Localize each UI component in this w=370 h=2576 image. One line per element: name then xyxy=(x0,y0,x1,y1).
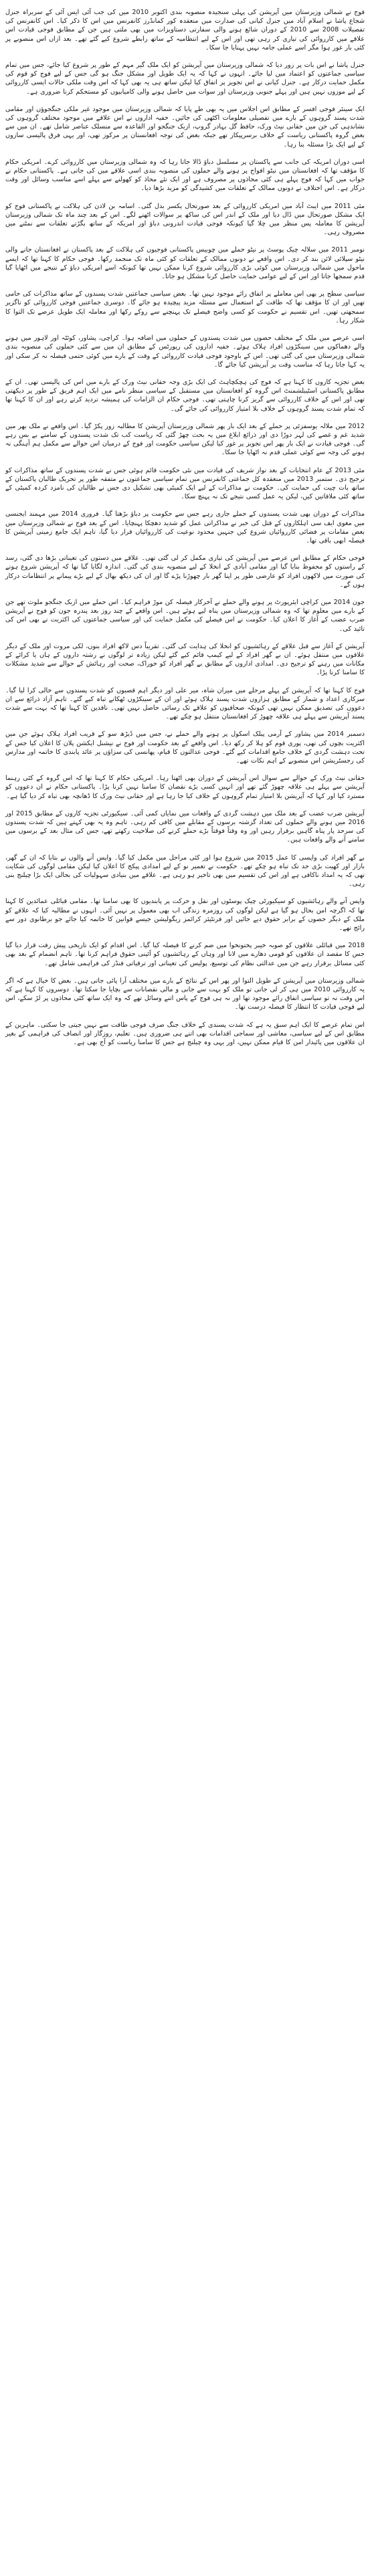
article-paragraph: دسمبر 2014 میں پشاور کے آرمی پبلک اسکول پر ہونے والے حملے نے، جس میں ڈیڑھ سو کے قریب افراد ہلاک ہوئے جن میں اکثریت بچوں کی تھی، پوری قوم کو ہلا کر رکھ دیا۔ اس واقعے کے بعد حکومت اور فوج نے نیشنل ایکشن پلان کا اعلان کیا جس کے تحت دہشت گردی کے خلاف جامع اقدامات کیے گئے۔ فوجی عدالتوں کا قیام، پھانسی کی سزاؤں پر عائد پابندی کا خاتمہ اور مدارس کی رجسٹریشن اس منصوبے کے اہم نکات تھے۔ xyxy=(5,730,365,765)
article-paragraph: نومبر 2011 میں سلالہ چیک پوسٹ پر نیٹو حملے میں چوبیس پاکستانی فوجیوں کی ہلاکت کے بعد پاکستان نے افغانستان جانے والی نیٹو سپلائی لائن بند کر دی۔ اس واقعے نے دونوں ممالک کے تعلقات کو کئی ماہ تک منجمد رکھا۔ فوجی حکام کا کہنا تھا کہ ایسے ماحول میں شمالی وزیرستان میں کوئی بڑی کارروائی شروع کرنا ممکن نہیں تھا کیونکہ اسے امریکی دباؤ کے نتیجے میں اٹھایا گیا قدم سمجھا جاتا اور اس کے لیے عوامی حمایت حاصل کرنا مشکل ہو جاتا۔ xyxy=(5,246,365,281)
article-paragraph: حقانی نیٹ ورک کے حوالے سے سوال اس آپریشن کے دوران بھی اٹھتا رہا۔ امریکی حکام کا کہنا تھا کہ اس گروہ کے کئی رہنما آپریشن سے پہلے ہی علاقہ چھوڑ گئے تھے اور انہیں کسی بڑے نقصان کا سامنا نہیں کرنا پڑا۔ پاکستانی حکام نے ان دعووں کو مسترد کیا اور کہا کہ آپریشن بلا امتیاز تمام گروہوں کے خلاف کیا جا رہا ہے اور حقانی نیٹ ورک کا ڈھانچہ بھی تباہ کر دیا گیا ہے۔ xyxy=(5,775,365,800)
article-paragraph: شمالی وزیرستان میں آپریشن کے طویل التوا اور پھر اس کے نتائج کے بارے میں مختلف آرا پائی جاتی ہیں۔ بعض کا خیال ہے کہ اگر یہ کارروائی 2010 میں ہی کر لی جاتی تو ملک کو بہت سے جانی و مالی نقصانات سے بچایا جا سکتا تھا۔ دوسروں کا کہنا ہے کہ اس وقت نہ تو سیاسی اتفاق رائے موجود تھا اور نہ ہی فوج کے پاس اتنے وسائل تھے کہ وہ ایک ساتھ کئی محاذوں پر لڑ سکے، اس لیے فوجی قیادت کا انتظار کا فیصلہ درست تھا۔ xyxy=(5,977,365,1011)
article-paragraph: بعض تجزیہ کاروں کا کہنا ہے کہ فوج کی ہچکچاہٹ کی ایک بڑی وجہ حقانی نیٹ ورک کے بارے میں اس کی پالیسی تھی۔ ان کے مطابق پاکستانی اسٹیبلشمنٹ اس گروہ کو افغانستان میں مستقبل کے سیاسی منظر نامے میں ایک اہم فریق کے طور پر دیکھتی تھی اور اس کے خلاف کارروائی سے گریز کرنا چاہتی تھی۔ فوجی حکام ان الزامات کی ہمیشہ تردید کرتے رہے اور ان کا کہنا تھا کہ تمام شدت پسند گروہوں کے خلاف بلا امتیاز کارروائی کی جائے گی۔ xyxy=(5,378,365,413)
article-paragraph: 2012 میں ملالہ یوسفزئی پر حملے کے بعد ایک بار پھر شمالی وزیرستان آپریشن کا مطالبہ زور پکڑ گیا۔ اس واقعے نے ملک بھر میں شدید غم و غصے کی لہر دوڑا دی اور ذرائع ابلاغ میں یہ بحث چھڑ گئی کہ ریاست کب تک شدت پسندوں کے سامنے بے بس رہے گی۔ فوجی قیادت نے ایک بار پھر اس تجویز پر غور کیا لیکن سیاسی حکومت اور فوج کے درمیان اس حوالے سے مکمل ہم آہنگی نہ ہونے کی وجہ سے کوئی عملی قدم نہ اٹھایا جا سکا۔ xyxy=(5,422,365,457)
article-paragraph: جنرل پاشا نے اس بات پر زور دیا کہ شمالی وزیرستان میں آپریشن کو ایک ملک گیر مہم کے طور پر شروع کیا جائے، جس میں تمام سیاسی جماعتوں کو اعتماد میں لیا جائے۔ انہوں نے کہا کہ یہ ایک طویل اور مشکل جنگ ہو گی جس کے لیے فوج کو قوم کی مکمل حمایت درکار ہے۔ جنرل کیانی نے اس تجویز پر اتفاق کیا لیکن ساتھ ہی یہ بھی کہا کہ اس وقت ملکی حالات ایسی کارروائی کے لیے موزوں نہیں ہیں اور پہلے جنوبی وزیرستان اور سوات میں حاصل ہونے والی کامیابیوں کو مستحکم کرنا ضروری ہے۔ xyxy=(5,62,365,96)
article-paragraph: آپریشن کے آغاز سے قبل علاقے کے رہائشیوں کو انخلا کی ہدایت کی گئی۔ تقریباً دس لاکھ افراد بنوں، لکی مروت اور ملک کے دیگر علاقوں میں منتقل ہوئے۔ ان بے گھر افراد کے لیے کیمپ قائم کیے گئے لیکن زیادہ تر لوگوں نے رشتہ داروں کے ہاں یا کرائے کے مکانات میں رہنے کو ترجیح دی۔ امدادی اداروں کے مطابق بے گھر افراد کو خوراک، صحت اور رہائش کے حوالے سے شدید مشکلات کا سامنا کرنا پڑا۔ xyxy=(5,642,365,677)
article-paragraph: فوج نے شمالی وزیرستان میں آپریشن کی پہلی سنجیدہ منصوبہ بندی اکتوبر 2010 میں کی جب آئی ایس آئی کے سربراہ جنرل شجاع پاشا نے اسلام آباد میں جنرل کیانی کی صدارت میں منعقدہ کور کمانڈرز کانفرنس میں اس کا ذکر کیا۔ اس کانفرنس کی تفصیلات 2008 سے 2010 کے دوران شائع ہونے والی سفارتی دستاویزات میں بھی ملتی ہیں جن کے مطابق فوجی قیادت اس علاقے میں کارروائی کی تیاری کر رہی تھی اور اس کے لیے انتظامیہ کے ساتھ رابطے شروع کیے گئے تھے۔ بعد ازاں اس منصوبے پر کئی بار غور ہوا مگر اسے عملی جامہ نہیں پہنایا جا سکا۔ xyxy=(5,9,365,52)
article-paragraph: سیاسی سطح پر بھی اس معاملے پر اتفاق رائے موجود نہیں تھا۔ بعض سیاسی جماعتیں شدت پسندوں کے ساتھ مذاکرات کی حامی تھیں اور ان کا مؤقف تھا کہ طاقت کے استعمال سے مسئلہ مزید پیچیدہ ہو جائے گا۔ دوسری جماعتیں فوجی کارروائی کو ناگزیر سمجھتی تھیں۔ اس تقسیم نے حکومت کو کسی واضح فیصلے تک پہنچنے سے روکے رکھا اور معاملہ ایک طویل عرصے تک التوا کا شکار رہا۔ xyxy=(5,290,365,324)
article-paragraph: مذاکرات کے دوران بھی شدت پسندوں کے حملے جاری رہے جس سے حکومت پر دباؤ بڑھتا گیا۔ فروری 2014 میں مہمند ایجنسی میں مغوی ایف سی اہلکاروں کے قتل کی خبر نے مذاکراتی عمل کو شدید دھچکا پہنچایا۔ اس کے بعد فوج نے شمالی وزیرستان میں بعض مقامات پر فضائی کارروائیاں شروع کیں جنہیں محدود نوعیت کی کارروائیاں قرار دیا گیا، تاہم ایک جامع زمینی آپریشن کا فیصلہ ابھی باقی تھا۔ xyxy=(5,510,365,544)
article-paragraph: مئی 2013 کے عام انتخابات کے بعد نواز شریف کی قیادت میں نئی حکومت قائم ہوئی جس نے شدت پسندوں کے ساتھ مذاکرات کو ترجیح دی۔ ستمبر 2013 میں منعقدہ کل جماعتی کانفرنس میں تمام سیاسی جماعتوں نے متفقہ طور پر تحریک طالبان پاکستان کے ساتھ بات چیت کی حمایت کی۔ حکومت نے مذاکرات کے لیے ایک کمیٹی بھی تشکیل دی جس نے طالبان کی نامزد کردہ کمیٹی کے ساتھ کئی ملاقاتیں کیں، لیکن یہ عمل کسی نتیجے تک نہ پہنچ سکا۔ xyxy=(5,466,365,501)
article-paragraph: اسی عرصے میں ملک کے مختلف حصوں میں شدت پسندوں کے حملوں میں اضافہ ہوا۔ کراچی، پشاور، کوئٹہ اور لاہور میں ہونے والے دھماکوں میں سینکڑوں افراد ہلاک ہوئے۔ خفیہ اداروں کی رپورٹس کے مطابق ان میں سے کئی حملوں کی منصوبہ بندی شمالی وزیرستان میں کی گئی تھی۔ اس کے باوجود فوجی قیادت کارروائی کے وقت کے بارے میں کوئی حتمی فیصلہ نہ کر سکی اور یہ کہا جاتا رہا کہ مناسب وقت پر آپریشن کیا جائے گا۔ xyxy=(5,334,365,369)
article-paragraph: ایک سینئر فوجی افسر کے مطابق اس اجلاس میں یہ بھی طے پایا کہ شمالی وزیرستان میں موجود غیر ملکی جنگجوؤں اور مقامی شدت پسند گروہوں کے بارے میں تفصیلی معلومات اکٹھی کی جائیں۔ خفیہ اداروں نے اس علاقے میں موجود مختلف گروہوں کی نشاندہی کی جن میں حقانی نیٹ ورک، حافظ گل بہادر گروپ، ازبک جنگجو اور القاعدہ سے منسلک عناصر شامل تھے۔ ان میں سے بعض گروہ پاکستانی ریاست کے خلاف برسرپیکار تھے جبکہ بعض کی توجہ افغانستان پر مرکوز تھی، اور یہی فرق پالیسی سازوں کے لیے ایک بڑا مسئلہ بنا رہا۔ xyxy=(5,105,365,148)
article-paragraph: واپس آنے والے رہائشیوں کو سیکیورٹی چیک پوسٹوں اور نقل و حرکت پر پابندیوں کا بھی سامنا تھا۔ مقامی قبائلی عمائدین کا کہنا تھا کہ اگرچہ امن بحال ہو گیا ہے لیکن لوگوں کی روزمرہ زندگی اب بھی معمول پر نہیں آئی۔ انہوں نے مطالبہ کیا کہ علاقے کو ملک کے دیگر حصوں کے برابر حقوق دیے جائیں اور فرنٹیئر کرائمز ریگولیشن جیسے قوانین کا خاتمہ کیا جائے جو برطانوی دور سے رائج تھے۔ xyxy=(5,898,365,932)
article-paragraph: مئی 2011 میں ایبٹ آباد میں امریکی کارروائی کے بعد صورتحال یکسر بدل گئی۔ اسامہ بن لادن کی ہلاکت نے پاکستانی فوج کو ایک مشکل صورتحال میں ڈال دیا اور ملک کے اندر اس کی ساکھ پر سوالات اٹھنے لگے۔ اس کے بعد چند ماہ تک شمالی وزیرستان آپریشن کا معاملہ پس منظر میں چلا گیا کیونکہ فوجی قیادت اندرونی دباؤ اور امریکہ کے ساتھ بگڑتے تعلقات سے نمٹنے میں مصروف رہی۔ xyxy=(5,202,365,237)
article-body xyxy=(0,0,370,1062)
article-paragraph: 2018 میں قبائلی علاقوں کو صوبہ خیبر پختونخوا میں ضم کرنے کا فیصلہ کیا گیا۔ اس اقدام کو ایک تاریخی پیش رفت قرار دیا گیا جس کا مقصد ان علاقوں کو قومی دھارے میں لانا اور وہاں کے رہائشیوں کو آئینی حقوق فراہم کرنا تھا۔ تاہم انضمام کے بعد بھی کئی مسائل برقرار رہے جن میں عدالتی نظام کی توسیع، پولیس کی تعیناتی اور ترقیاتی فنڈز کی فراہمی شامل تھے۔ xyxy=(5,942,365,967)
article-paragraph: بے گھر افراد کی واپسی کا عمل 2015 میں شروع ہوا اور کئی مراحل میں مکمل کیا گیا۔ واپس آنے والوں نے بتایا کہ ان کے گھر، بازار اور کھیت بڑی حد تک تباہ ہو چکے تھے۔ حکومت نے تعمیر نو کے لیے امدادی پیکج کا اعلان کیا لیکن مقامی لوگوں کی شکایت تھی کہ یہ امداد ناکافی ہے اور اس کی تقسیم میں بھی تاخیر ہو رہی ہے۔ علاقے میں بنیادی سہولیات کی بحالی ایک بڑا چیلنج بنی رہی۔ xyxy=(5,854,365,888)
article-paragraph: اس تمام عرصے کا ایک اہم سبق یہ ہے کہ شدت پسندی کے خلاف جنگ صرف فوجی طاقت سے نہیں جیتی جا سکتی۔ ماہرین کے مطابق اس کے لیے سیاسی، معاشی اور سماجی اقدامات بھی اتنے ہی ضروری ہیں۔ تعلیم، روزگار اور انصاف کی فراہمی کے بغیر ان علاقوں میں پائیدار امن کا قیام ممکن نہیں، اور یہی وہ چیلنج ہے جس کا سامنا ریاست کو آج بھی ہے۔ xyxy=(5,1021,365,1047)
article-paragraph: فوجی حکام کے مطابق اس عرصے میں آپریشن کی تیاری مکمل کر لی گئی تھی۔ علاقے میں دستوں کی تعیناتی بڑھا دی گئی، رسد کے راستوں کو محفوظ بنایا گیا اور مقامی آبادی کے انخلا کے لیے منصوبہ بندی کی گئی۔ اندازہ لگایا گیا تھا کہ آپریشن شروع ہونے کی صورت میں لاکھوں افراد کو عارضی طور پر اپنا گھر بار چھوڑنا پڑے گا اور ان کی دیکھ بھال کے لیے بڑے پیمانے پر انتظامات درکار ہوں گے۔ xyxy=(5,555,365,589)
article-paragraph: اسی دوران امریکہ کی جانب سے پاکستان پر مسلسل دباؤ ڈالا جاتا رہا کہ وہ شمالی وزیرستان میں کارروائی کرے۔ امریکی حکام کا مؤقف تھا کہ افغانستان میں نیٹو افواج پر ہونے والے حملوں کی منصوبہ بندی اسی علاقے میں کی جاتی ہے۔ پاکستانی حکام نے جواب میں کہا کہ فوج پہلے ہی کئی محاذوں پر مصروف ہے اور ایک نئے محاذ کو کھولنے سے پہلے اسے مناسب وسائل اور وقت درکار ہے۔ اس اختلاف نے دونوں ممالک کے تعلقات میں کشیدگی کو مزید بڑھا دیا۔ xyxy=(5,158,365,193)
article-paragraph: جون 2014 میں کراچی ایئرپورٹ پر ہونے والے حملے نے آخرکار فیصلہ کن موڑ فراہم کیا۔ اس حملے میں ازبک جنگجو ملوث تھے جن کے بارے میں معلوم تھا کہ وہ شمالی وزیرستان میں پناہ لیے ہوئے ہیں۔ اس واقعے کے چند روز بعد پندرہ جون کو فوج نے آپریشن ضرب عضب کے آغاز کا اعلان کیا۔ حکومت نے اس فیصلے کی مکمل حمایت کی اور سیاسی جماعتوں کی اکثریت نے بھی اس کی تائید کی۔ xyxy=(5,598,365,633)
article-paragraph: آپریشن ضرب عضب کے بعد ملک میں دہشت گردی کے واقعات میں نمایاں کمی آئی۔ سیکیورٹی تجزیہ کاروں کے مطابق 2015 اور 2016 میں ہونے والے حملوں کی تعداد گزشتہ برسوں کے مقابلے میں کافی کم رہی۔ تاہم وہ یہ بھی کہتے ہیں کہ شدت پسندوں کی سرحد پار پناہ گاہیں برقرار رہیں اور وہ وقتاً فوقتاً بڑے حملے کرنے کی صلاحیت رکھتے تھے، جس کی مثال بعد کے برسوں میں سامنے آنے والے واقعات ہیں۔ xyxy=(5,809,365,844)
article-paragraph: فوج کا کہنا تھا کہ آپریشن کے پہلے مرحلے میں میران شاہ، میر علی اور دیگر اہم قصبوں کو شدت پسندوں سے خالی کرا لیا گیا۔ سرکاری اعداد و شمار کے مطابق ہزاروں شدت پسند ہلاک ہوئے اور ان کے سینکڑوں ٹھکانے تباہ کیے گئے۔ تاہم آزاد ذرائع سے ان دعووں کی تصدیق ممکن نہیں تھی کیونکہ صحافیوں کو علاقے تک رسائی حاصل نہیں تھی۔ ناقدین کا کہنا تھا کہ بہت سے شدت پسند آپریشن سے پہلے ہی علاقہ چھوڑ کر افغانستان منتقل ہو چکے تھے۔ xyxy=(5,686,365,721)
